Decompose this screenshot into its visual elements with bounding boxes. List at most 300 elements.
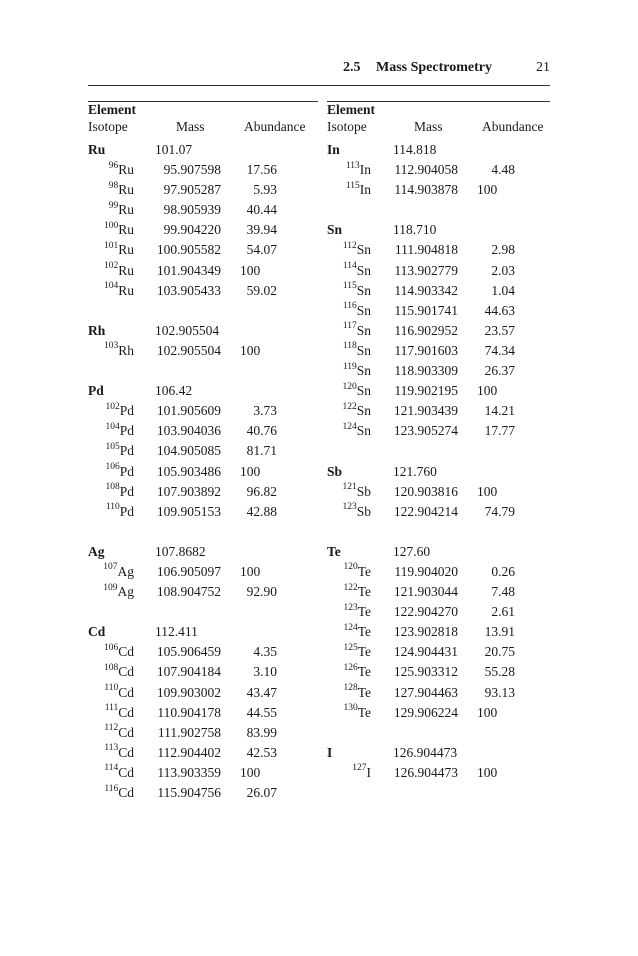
- isotope-symbol: Pd: [119, 423, 134, 439]
- mass-number: 128: [343, 683, 358, 694]
- mass-number: 106: [103, 642, 119, 653]
- mass-number: 102: [105, 401, 120, 412]
- isotope-symbol: Te: [357, 624, 371, 640]
- isotope-label: [105, 423, 134, 439]
- atomic-mass: 102.905504: [155, 322, 220, 338]
- mass-number: 111: [104, 703, 119, 714]
- isotope-label: [104, 263, 134, 279]
- isotope-label: [343, 604, 371, 620]
- abundance-value: 100: [477, 764, 498, 780]
- isotope-mass: 123.902818: [393, 624, 458, 640]
- isotope-label: [343, 363, 371, 379]
- element-row: [88, 620, 328, 640]
- right-table: [327, 102, 567, 781]
- element-row: [88, 540, 328, 560]
- isotope-label: [106, 504, 134, 520]
- isotope-symbol: Sb: [356, 503, 371, 519]
- isotope-symbol: Pd: [119, 403, 134, 419]
- element-symbol: In: [327, 142, 340, 157]
- page-number: 21: [536, 60, 550, 75]
- abundance-value: 26.07: [246, 785, 277, 800]
- atomic-mass: 101.07: [155, 142, 193, 157]
- isotope-label: [342, 484, 371, 500]
- abundance-value: 92.90: [246, 584, 277, 600]
- element-symbol: Cd: [88, 624, 106, 640]
- isotope-label: [352, 765, 371, 781]
- isotope-row: [327, 279, 567, 299]
- isotope-row: [327, 761, 567, 781]
- mass-number: 112: [104, 723, 119, 734]
- abundance-value: 100: [240, 563, 261, 579]
- isotope-mass: 126.904473: [393, 764, 458, 780]
- mass-number: 102: [103, 261, 119, 272]
- isotope-label: [104, 242, 134, 258]
- running-header: [343, 60, 550, 80]
- isotope-symbol: Te: [357, 644, 371, 660]
- isotope-mass: 106.905097: [156, 563, 221, 579]
- isotope-mass: 111.904818: [394, 242, 458, 258]
- isotope-mass: 129.906224: [393, 704, 458, 720]
- abundance-value: 7.48: [491, 584, 515, 600]
- isotope-row: [88, 640, 328, 660]
- mass-number: 98: [108, 180, 119, 191]
- isotope-row: [327, 178, 567, 198]
- atomic-mass: 127.60: [393, 543, 431, 559]
- abundance-value: 81.71: [246, 443, 277, 459]
- top-rule: [88, 85, 550, 86]
- isotope-symbol: Pd: [119, 483, 134, 499]
- element-row: [327, 218, 567, 238]
- abundance-value: 54.07: [246, 242, 277, 258]
- isotope-symbol: Cd: [118, 664, 134, 680]
- isotope-label: [343, 584, 371, 600]
- isotope-symbol: Sn: [356, 302, 371, 318]
- atomic-mass: 112.411: [155, 624, 198, 640]
- isotope-symbol: In: [359, 162, 371, 178]
- mass-number: 113: [345, 160, 360, 171]
- mass-number: 104: [103, 281, 119, 292]
- mass-number: 123: [342, 502, 357, 513]
- abundance-value: 26.37: [484, 363, 515, 379]
- isotope-mass: 127.904463: [393, 684, 458, 700]
- section-title: Mass Spectrometry: [376, 60, 492, 75]
- isotope-symbol: Sn: [356, 363, 371, 379]
- isotope-symbol: In: [359, 182, 371, 198]
- abundance-value: 40.76: [246, 423, 277, 439]
- isotope-label: [105, 403, 134, 419]
- abundance-value: 43.47: [246, 684, 277, 700]
- isotope-label: [342, 423, 371, 439]
- mass-number: 130: [343, 703, 358, 714]
- isotope-row: [327, 500, 567, 520]
- isotope-symbol: Ru: [118, 282, 134, 298]
- isotope-row: [327, 359, 567, 379]
- isotope-label: [104, 745, 134, 761]
- abundance-value: 17.56: [246, 162, 277, 178]
- mass-number: 119: [342, 361, 357, 372]
- isotope-label: [343, 263, 371, 279]
- isotope-row: [88, 761, 328, 781]
- isotope-symbol: Ag: [117, 563, 134, 579]
- right-table-header: [327, 102, 567, 138]
- isotope-symbol: Ru: [118, 182, 134, 198]
- mass-number: 114: [104, 763, 119, 774]
- spacer-row: [327, 439, 567, 459]
- isotope-row: [88, 178, 328, 198]
- spacer-row: [88, 600, 328, 620]
- isotope-symbol: Te: [357, 664, 371, 680]
- mass-header: Mass: [414, 119, 443, 134]
- spacer-row: [327, 520, 567, 540]
- isotope-symbol: I: [366, 764, 371, 780]
- left-table-body: [88, 138, 328, 801]
- element-row: [88, 138, 328, 158]
- abundance-value: 40.44: [246, 202, 277, 218]
- element-row: [327, 741, 567, 761]
- isotope-mass: 103.904036: [156, 423, 221, 439]
- isotope-row: [327, 600, 567, 620]
- isotope-symbol: Sn: [356, 423, 371, 439]
- abundance-value: 14.21: [484, 403, 515, 419]
- isotope-label: [104, 785, 134, 801]
- isotope-label: [103, 564, 134, 580]
- isotope-mass: 120.903816: [393, 483, 458, 499]
- isotope-label: [342, 504, 371, 520]
- isotope-symbol: Te: [357, 584, 371, 600]
- element-header: Element: [88, 102, 136, 117]
- isotope-mass: 101.905609: [156, 403, 221, 419]
- isotope-header: Isotope: [327, 119, 367, 134]
- mass-number: 113: [104, 743, 119, 754]
- isotope-row: [88, 500, 328, 520]
- mass-number: 121: [342, 482, 357, 493]
- mass-number: 114: [342, 261, 357, 272]
- isotope-row: [327, 319, 567, 339]
- abundance-value: 74.79: [484, 503, 515, 519]
- isotope-row: [327, 379, 567, 399]
- isotope-symbol: Sn: [356, 262, 371, 278]
- isotope-row: [88, 279, 328, 299]
- mass-number: 108: [103, 662, 119, 673]
- atomic-mass: 106.42: [155, 383, 193, 399]
- isotope-label: [343, 685, 371, 701]
- mass-number: 104: [105, 421, 120, 432]
- isotope-mass: 122.904214: [393, 503, 458, 519]
- isotope-mass: 101.904349: [156, 262, 221, 278]
- isotope-row: [88, 480, 328, 500]
- mass-number: 120: [343, 562, 358, 573]
- abundance-value: 44.63: [484, 302, 515, 318]
- abundance-value: 0.26: [491, 563, 515, 579]
- isotope-row: [327, 399, 567, 419]
- isotope-label: [105, 484, 134, 500]
- abundance-value: 13.91: [484, 624, 515, 640]
- isotope-row: [88, 460, 328, 480]
- spacer-row: [327, 721, 567, 741]
- isotope-label: [343, 303, 371, 319]
- atomic-mass: 118.710: [393, 222, 437, 238]
- isotope-mass: 121.903439: [393, 403, 458, 419]
- isotope-label: [105, 464, 134, 480]
- mass-number: 109: [103, 582, 118, 593]
- isotope-label: [104, 343, 134, 359]
- atomic-mass: 121.760: [393, 463, 437, 479]
- isotope-row: [88, 259, 328, 279]
- isotope-label: [104, 725, 134, 741]
- isotope-symbol: Sn: [356, 242, 371, 258]
- isotope-mass: 113.902779: [394, 262, 458, 278]
- isotope-label: [109, 162, 134, 178]
- abundance-header: Abundance: [482, 119, 544, 134]
- isotope-mass: 122.904270: [393, 604, 458, 620]
- mass-number: 118: [342, 341, 357, 352]
- atomic-mass: 114.818: [393, 142, 437, 157]
- isotope-symbol: Te: [357, 604, 371, 620]
- abundance-value: 93.13: [484, 684, 515, 700]
- abundance-value: 4.48: [491, 162, 515, 178]
- isotope-row: [88, 580, 328, 600]
- isotope-symbol: Cd: [118, 644, 134, 660]
- isotope-symbol: Sn: [356, 403, 371, 419]
- isotope-mass: 95.907598: [163, 162, 221, 178]
- isotope-row: [88, 218, 328, 238]
- isotope-symbol: Ru: [118, 262, 134, 278]
- abundance-value: 100: [240, 262, 261, 278]
- isotope-mass: 103.905433: [156, 282, 221, 298]
- spacer-row: [88, 359, 328, 379]
- isotope-row: [88, 721, 328, 741]
- abundance-value: 100: [477, 182, 498, 198]
- element-symbol: I: [327, 744, 333, 760]
- isotope-symbol: Cd: [118, 785, 134, 800]
- isotope-row: [327, 480, 567, 500]
- abundance-value: 100: [477, 383, 498, 399]
- mass-number: 124: [343, 622, 358, 633]
- isotope-symbol: Cd: [118, 764, 134, 780]
- element-symbol: Sb: [327, 463, 343, 479]
- isotope-label: [346, 182, 371, 198]
- element-header: Element: [327, 102, 375, 117]
- mass-number: 127: [352, 763, 367, 774]
- isotope-mass: 118.903309: [394, 363, 458, 379]
- abundance-value: 2.98: [491, 242, 515, 258]
- atomic-mass: 107.8682: [155, 543, 206, 559]
- isotope-row: [88, 339, 328, 359]
- abundance-value: 39.94: [246, 222, 277, 238]
- abundance-value: 59.02: [246, 282, 277, 298]
- isotope-row: [327, 620, 567, 640]
- isotope-row: [327, 701, 567, 721]
- isotope-mass: 115.904756: [157, 785, 221, 800]
- isotope-mass: 114.903342: [394, 282, 458, 298]
- isotope-symbol: Sn: [356, 282, 371, 298]
- isotope-symbol: Sn: [356, 342, 371, 358]
- isotope-mass: 111.902758: [157, 724, 221, 740]
- abundance-value: 42.53: [246, 744, 277, 760]
- isotope-mass: 107.903892: [156, 483, 221, 499]
- abundance-value: 17.77: [484, 423, 515, 439]
- element-symbol: Pd: [88, 383, 104, 399]
- isotope-symbol: Ru: [118, 222, 134, 238]
- abundance-value: 74.34: [484, 342, 515, 358]
- isotope-mass: 123.905274: [393, 423, 458, 439]
- mass-number: 124: [342, 421, 357, 432]
- isotope-mass: 105.906459: [156, 644, 221, 660]
- isotope-label: [343, 323, 371, 339]
- isotope-label: [109, 202, 134, 218]
- mass-number: 123: [343, 602, 358, 613]
- mass-header: Mass: [176, 119, 205, 134]
- mass-number: 122: [342, 401, 357, 412]
- isotope-mass: 98.905939: [163, 202, 221, 218]
- isotope-symbol: Pd: [119, 503, 134, 519]
- isotope-symbol: Sn: [356, 322, 371, 338]
- isotope-symbol: Rh: [118, 342, 134, 358]
- spacer-row: [327, 198, 567, 218]
- isotope-label: [343, 242, 371, 258]
- abundance-value: 100: [477, 704, 498, 720]
- isotope-label: [105, 443, 134, 459]
- mass-number: 117: [342, 321, 357, 332]
- mass-number: 99: [108, 200, 119, 211]
- element-row: [327, 460, 567, 480]
- abundance-value: 42.88: [246, 503, 277, 519]
- left-table-header: [88, 102, 328, 138]
- isotope-mass: 102.905504: [156, 342, 221, 358]
- isotope-symbol: Te: [357, 704, 371, 720]
- element-row: [327, 540, 567, 560]
- mass-number: 106: [105, 462, 120, 472]
- isotope-mass: 107.904184: [156, 664, 221, 680]
- isotope-row: [327, 339, 567, 359]
- isotope-mass: 105.903486: [156, 463, 221, 479]
- mass-number: 110: [105, 502, 120, 513]
- isotope-mass: 100.905582: [156, 242, 221, 258]
- isotope-row: [88, 781, 328, 801]
- isotope-row: [327, 660, 567, 680]
- isotope-row: [88, 158, 328, 178]
- mass-number: 105: [105, 441, 120, 452]
- abundance-value: 83.99: [246, 724, 277, 740]
- element-symbol: Ag: [88, 543, 105, 559]
- isotope-label: [343, 564, 371, 580]
- isotope-row: [327, 560, 567, 580]
- isotope-symbol: Ru: [118, 242, 134, 258]
- isotope-mass: 113.903359: [157, 764, 221, 780]
- isotope-label: [104, 222, 134, 238]
- isotope-symbol: Cd: [118, 724, 134, 740]
- isotope-mass: 112.904402: [157, 744, 221, 760]
- isotope-symbol: Ru: [118, 202, 134, 218]
- isotope-row: [327, 259, 567, 279]
- isotope-symbol: Cd: [118, 684, 134, 700]
- isotope-symbol: Ru: [118, 162, 134, 178]
- isotope-label: [346, 162, 371, 178]
- mass-number: 108: [105, 482, 120, 493]
- mass-number: 116: [342, 301, 357, 312]
- isotope-header: Isotope: [88, 119, 128, 134]
- isotope-label: [104, 283, 134, 299]
- isotope-symbol: Ag: [117, 584, 134, 600]
- isotope-mass: 125.903312: [393, 664, 458, 680]
- abundance-value: 3.73: [253, 403, 277, 419]
- isotope-mass: 124.904431: [393, 644, 458, 660]
- abundance-value: 5.93: [253, 182, 277, 198]
- mass-number: 112: [342, 240, 357, 251]
- isotope-row: [327, 158, 567, 178]
- isotope-row: [88, 399, 328, 419]
- mass-number: 115: [345, 180, 360, 191]
- abundance-value: 2.61: [491, 604, 515, 620]
- right-table-body: [327, 138, 567, 781]
- isotope-mass: 108.904752: [156, 584, 221, 600]
- isotope-row: [88, 439, 328, 459]
- element-symbol: Te: [327, 543, 341, 559]
- abundance-value: 2.03: [491, 262, 515, 278]
- mass-number: 100: [103, 220, 119, 231]
- isotope-row: [88, 741, 328, 761]
- mass-number: 126: [343, 662, 358, 673]
- element-row: [88, 379, 328, 399]
- atomic-mass: 126.904473: [393, 744, 458, 760]
- isotope-row: [88, 198, 328, 218]
- isotope-row: [88, 701, 328, 721]
- isotope-label: [343, 343, 371, 359]
- mass-number: 125: [343, 642, 358, 653]
- isotope-row: [88, 660, 328, 680]
- isotope-mass: 104.905085: [156, 443, 221, 459]
- isotope-symbol: Sn: [356, 383, 371, 399]
- isotope-label: [104, 644, 134, 660]
- mass-number: 101: [103, 240, 119, 251]
- left-table: [88, 102, 328, 801]
- section-number: 2.5: [343, 60, 361, 75]
- isotope-mass: 119.904020: [394, 563, 458, 579]
- isotope-row: [327, 681, 567, 701]
- mass-number: 107: [103, 562, 118, 573]
- isotope-row: [327, 238, 567, 258]
- abundance-value: 1.04: [491, 282, 515, 298]
- isotope-mass: 110.904178: [157, 704, 221, 720]
- spacer-row: [88, 520, 328, 540]
- isotope-label: [343, 664, 371, 680]
- isotope-label: [343, 283, 371, 299]
- isotope-mass: 116.902952: [394, 322, 458, 338]
- abundance-value: 100: [477, 483, 498, 499]
- isotope-label: [342, 403, 371, 419]
- isotope-mass: 109.905153: [156, 503, 221, 519]
- isotope-row: [327, 640, 567, 660]
- isotope-mass: 115.901741: [394, 302, 458, 318]
- abundance-value: 4.35: [253, 644, 277, 660]
- element-row: [88, 319, 328, 339]
- element-symbol: Sn: [327, 222, 343, 238]
- isotope-row: [327, 580, 567, 600]
- abundance-header: Abundance: [244, 119, 306, 134]
- isotope-mass: 114.903878: [394, 182, 458, 198]
- abundance-value: 100: [240, 764, 261, 780]
- isotope-label: [109, 182, 134, 198]
- abundance-value: 23.57: [484, 322, 515, 338]
- abundance-value: 3.10: [253, 664, 277, 680]
- element-row: [327, 138, 567, 158]
- isotope-row: [327, 419, 567, 439]
- abundance-value: 20.75: [484, 644, 515, 660]
- isotope-label: [343, 705, 371, 721]
- mass-number: 115: [342, 281, 357, 292]
- isotope-mass: 109.903002: [156, 684, 221, 700]
- mass-number: 103: [103, 341, 119, 352]
